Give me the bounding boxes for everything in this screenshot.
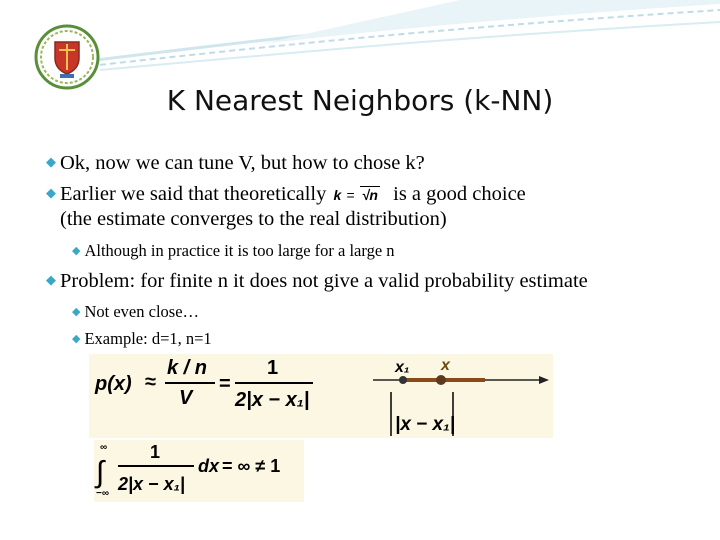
sub-bullet-example	[72, 329, 212, 349]
inline-formula-sqrt-n: √n	[361, 187, 378, 203]
formula-box-integral	[94, 440, 304, 502]
formula-numerator-one: 1	[267, 357, 279, 379]
integral-denominator: 2|x − x₁|	[118, 474, 185, 494]
number-line-diagram	[373, 357, 549, 436]
header-decoration	[0, 0, 720, 80]
bullet-text-before: Earlier we said that theoretically	[60, 183, 327, 205]
bullet-icon: ◆	[46, 186, 56, 201]
bullet-text: Example: d=1, n=1	[84, 329, 212, 348]
formula-estimate	[89, 354, 553, 438]
bullet-theoretical-choice	[46, 183, 526, 206]
formula-equals: =	[219, 373, 231, 395]
number-line-distance-label: |x − x₁|	[395, 414, 456, 435]
formula-denominator-v: V	[179, 387, 193, 409]
bullet-icon: ◆	[46, 273, 56, 288]
sub-bullet-not-close	[72, 302, 199, 322]
sub-bullet-too-large	[72, 241, 395, 261]
formula-p-of-x: p(x)	[95, 373, 132, 395]
integral-sign: ∫	[96, 456, 105, 489]
bullet-tune-k	[46, 152, 425, 175]
inline-formula-k: k	[333, 187, 342, 203]
integral-upper-limit: ∞	[100, 442, 108, 453]
bullet-text-after: is a good choice	[393, 183, 526, 205]
slide-title: K Nearest Neighbors (k-NN)	[166, 84, 554, 117]
integral-dx: dx	[198, 456, 220, 476]
number-line-x1-label: x₁	[395, 359, 410, 376]
bullet-icon: ◆	[72, 244, 81, 257]
bullet-text: Not even close…	[84, 302, 200, 321]
bullet-icon: ◆	[72, 332, 81, 345]
bullet-continuation: (the estimate converges to the real distribution)	[60, 208, 447, 230]
bullet-text: Problem: for finite n it does not give a valid probability estimate	[60, 270, 588, 292]
bullet-icon: ◆	[72, 305, 81, 318]
formula-approx: ≈	[145, 371, 156, 393]
formula-numerator-kn: k / n	[167, 357, 208, 379]
integral-numerator: 1	[150, 442, 161, 462]
bullet-text: Although in practice it is too large for a large n	[84, 241, 395, 260]
inline-formula-eq: =	[346, 187, 355, 203]
formula-integral	[94, 440, 304, 502]
bullet-icon: ◆	[46, 155, 56, 170]
integral-lower-limit: −∞	[96, 488, 109, 499]
number-line-x-label: x	[441, 357, 450, 374]
formula-denominator-dist: 2|x − x₁|	[235, 389, 310, 411]
bullet-text: Ok, now we can tune V, but how to chose k?	[60, 152, 425, 174]
university-seal-logo	[34, 24, 100, 90]
integral-result: = ∞ ≠ 1	[222, 456, 281, 476]
formula-box-estimate	[89, 354, 553, 438]
bullet-problem	[46, 270, 588, 293]
